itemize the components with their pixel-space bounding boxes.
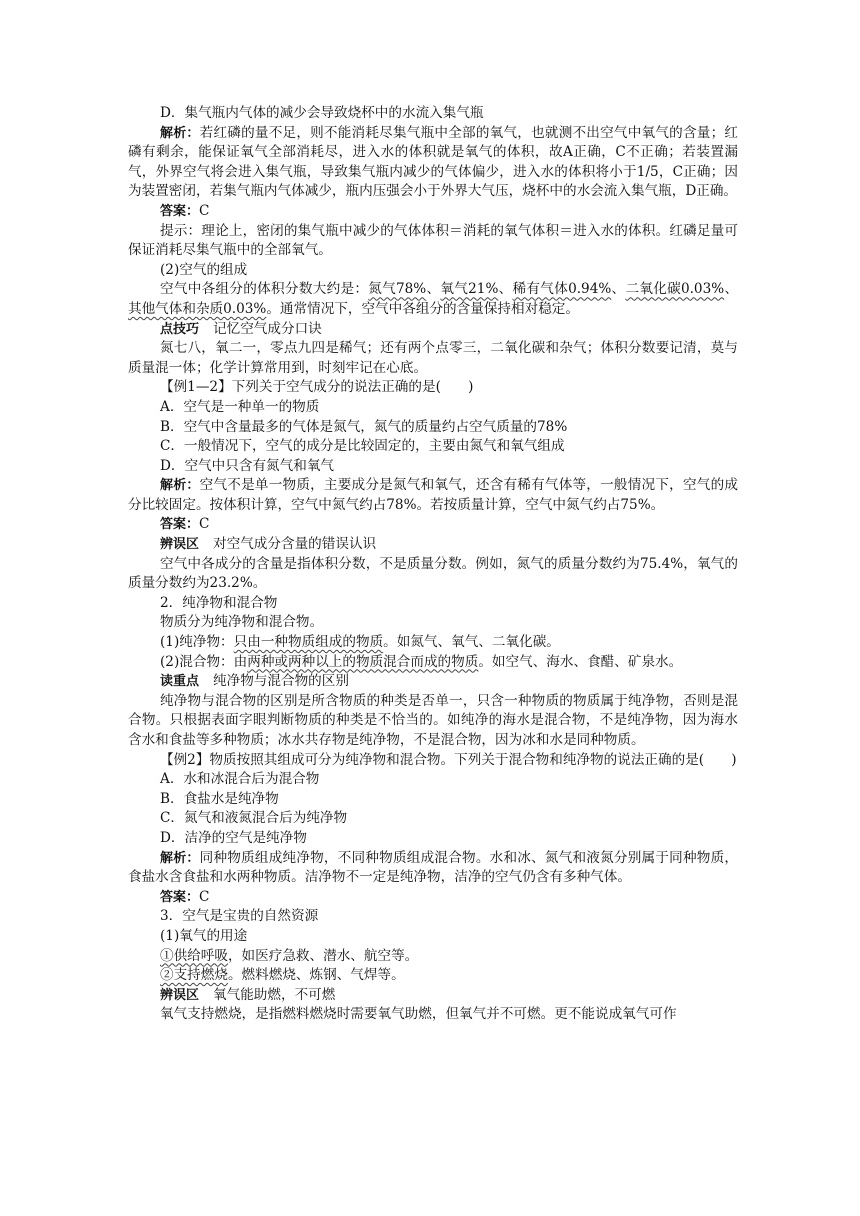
oxygen-value: 氧气21% xyxy=(440,281,499,298)
option-a: A．空气是一种单一的物质 xyxy=(160,398,320,415)
composition-paragraph: 空气中各组分的体积分数大约是：氮气78%、氧气21%、稀有气体0.94%、二氧化碳0.03%、其他气体和杂质0.03%。通常情况下，空气中各组分的含量保持相对稳定。 xyxy=(128,281,739,317)
example-question: 【例2】物质按照其组成可分为纯净物和混合物。下列关于混合物和纯净物的说法正确的是( ) xyxy=(160,751,737,768)
tip-paragraph: 提示：理论上，密闭的集气瓶中减少的气体体积＝消耗的氧气体积＝进入水的体积。红磷足量可保证消耗尽集气瓶中的全部氧气。 xyxy=(128,222,738,259)
option-c: C．一般情况下，空气的成分是比较固定的，主要由氮气和氧气组成 xyxy=(160,438,565,455)
option-d: D．空气中只含有氮气和氧气 xyxy=(160,457,335,474)
oxygen-use-combustion: ②支持燃烧。燃料燃烧、炼钢、气焊等。 xyxy=(160,967,405,984)
subsection-heading: (2)空气的组成 xyxy=(160,261,248,278)
option-c: C．氮气和液氮混合后为纯净物 xyxy=(160,810,348,827)
answer-value: C xyxy=(199,202,210,219)
answer-value: C xyxy=(199,516,210,533)
option-d: D．集气瓶内气体的减少会导致烧杯中的水流入集气瓶 xyxy=(160,105,484,121)
subsection-heading: (1)氧气的用途 xyxy=(160,927,248,944)
misconception-heading: 辨误区 对空气成分含量的错误认识 xyxy=(160,536,377,553)
misconception-paragraph: 氧气支持燃烧，是指燃料燃烧时需要氧气助燃，但氧气并不可燃。更不能说成氧气可作 xyxy=(160,1006,677,1023)
analysis-label: 解析： xyxy=(160,478,200,494)
option-a: A．水和冰混合后为混合物 xyxy=(160,771,320,788)
answer-line xyxy=(128,888,738,908)
rare-gas-value: 稀有气体0.94% xyxy=(512,281,612,298)
co2-value: 二氧化碳0.03% xyxy=(625,281,725,298)
analysis-paragraph: 解析：空气不是单一物质，主要成分是氮气和氧气，还含有稀有气体等，一般情况下，空气的成分比较固定。按体积计算，空气中氮气约占78%。若按质量计算，空气中氮气约占75%。 xyxy=(128,477,738,513)
key-point-paragraph: 纯净物与混合物的区别是所含物质的种类是否单一，只含一种物质的物质属于纯净物，否则是混合物。只根据表面字眼判断物质的种类是不恰当的。如纯净的海水是混合物，不是纯净物，因为海水含水和食盐等多种物质；冰水共存物是纯净物，不是混合物，因为冰和水是同种物质。 xyxy=(128,692,738,748)
answer-label: 答案： xyxy=(160,517,200,533)
answer-line xyxy=(128,202,738,222)
pure-substance-definition: (1)纯净物：只由一种物质组成的物质。如氮气、氧气、二氧化碳。 xyxy=(160,634,560,651)
mixture-definition: (2)混合物：由两种或两种以上的物质混合而成的物质。如空气、海水、食醋、矿泉水。 xyxy=(160,653,683,670)
document-body xyxy=(128,104,738,1025)
option-b: B．空气中含量最多的气体是氮气，氮气的质量约占空气质量的78% xyxy=(160,418,568,435)
oxygen-use-breathing: ①供给呼吸，如医疗急救、潜水、航空等。 xyxy=(160,947,419,964)
answer-label: 答案： xyxy=(160,203,200,219)
other-gas-value: 其他气体和杂质0.03% xyxy=(128,300,267,317)
section-heading: 2．纯净物和混合物 xyxy=(160,594,278,611)
answer-label: 答案： xyxy=(160,889,200,905)
option-d: D．洁净的空气是纯净物 xyxy=(160,829,307,846)
tip-heading: 点技巧 记忆空气成分口诀 xyxy=(160,320,322,337)
section-intro: 物质分为纯净物和混合物。 xyxy=(160,614,324,631)
key-point-heading: 读重点 纯净物与混合物的区别 xyxy=(160,673,349,690)
analysis-paragraph: 解析：若红磷的量不足，则不能消耗尽集气瓶中全部的氧气，也就测不出空气中氧气的含量；红磷有剩余，能保证氧气全部消耗尽，进入水的体积就是氧气的体积，故A正确，C不正确；若装置漏气，外界空气将会进入集气瓶，导致集气瓶内减少的气体偏少，进入水的体积将小于1/5，C正确；因为装置密闭，若集气瓶内气体减少，瓶内压强会小于外界大气压，烧杯中的水会流入集气瓶，D正确。 xyxy=(128,124,738,200)
answer-value: C xyxy=(199,888,210,905)
misconception-paragraph: 空气中各成分的含量是指体积分数，不是质量分数。例如，氮气的质量分数约为75.4%，氧气的质量分数约为23.2%。 xyxy=(128,555,738,592)
section-heading: 3．空气是宝贵的自然资源 xyxy=(160,908,319,925)
mnemonic-paragraph: 氮七八，氧二一，零点九四是稀气；还有两个点零三，二氧化碳和杂气；体积分数要记清，莫与质量混一体；化学计算常用到，时刻牢记在心底。 xyxy=(128,340,738,376)
nitrogen-value: 氮气78% xyxy=(368,281,427,298)
analysis-label: 解析： xyxy=(160,850,200,866)
answer-line xyxy=(128,515,738,535)
analysis-label: 解析： xyxy=(160,125,200,141)
option-b: B．食盐水是纯净物 xyxy=(160,790,279,807)
example-question: 【例1—2】下列关于空气成分的说法正确的是( ) xyxy=(160,379,474,396)
misconception-heading: 辨误区 氧气能助燃，不可燃 xyxy=(160,986,336,1003)
analysis-paragraph: 解析：同种物质组成纯净物，不同种物质组成混合物。水和冰、氮气和液氮分别属于同种物质，食盐水含食盐和水两种物质。洁净物不一定是纯净物，洁净的空气仍含有多种气体。 xyxy=(128,849,738,886)
